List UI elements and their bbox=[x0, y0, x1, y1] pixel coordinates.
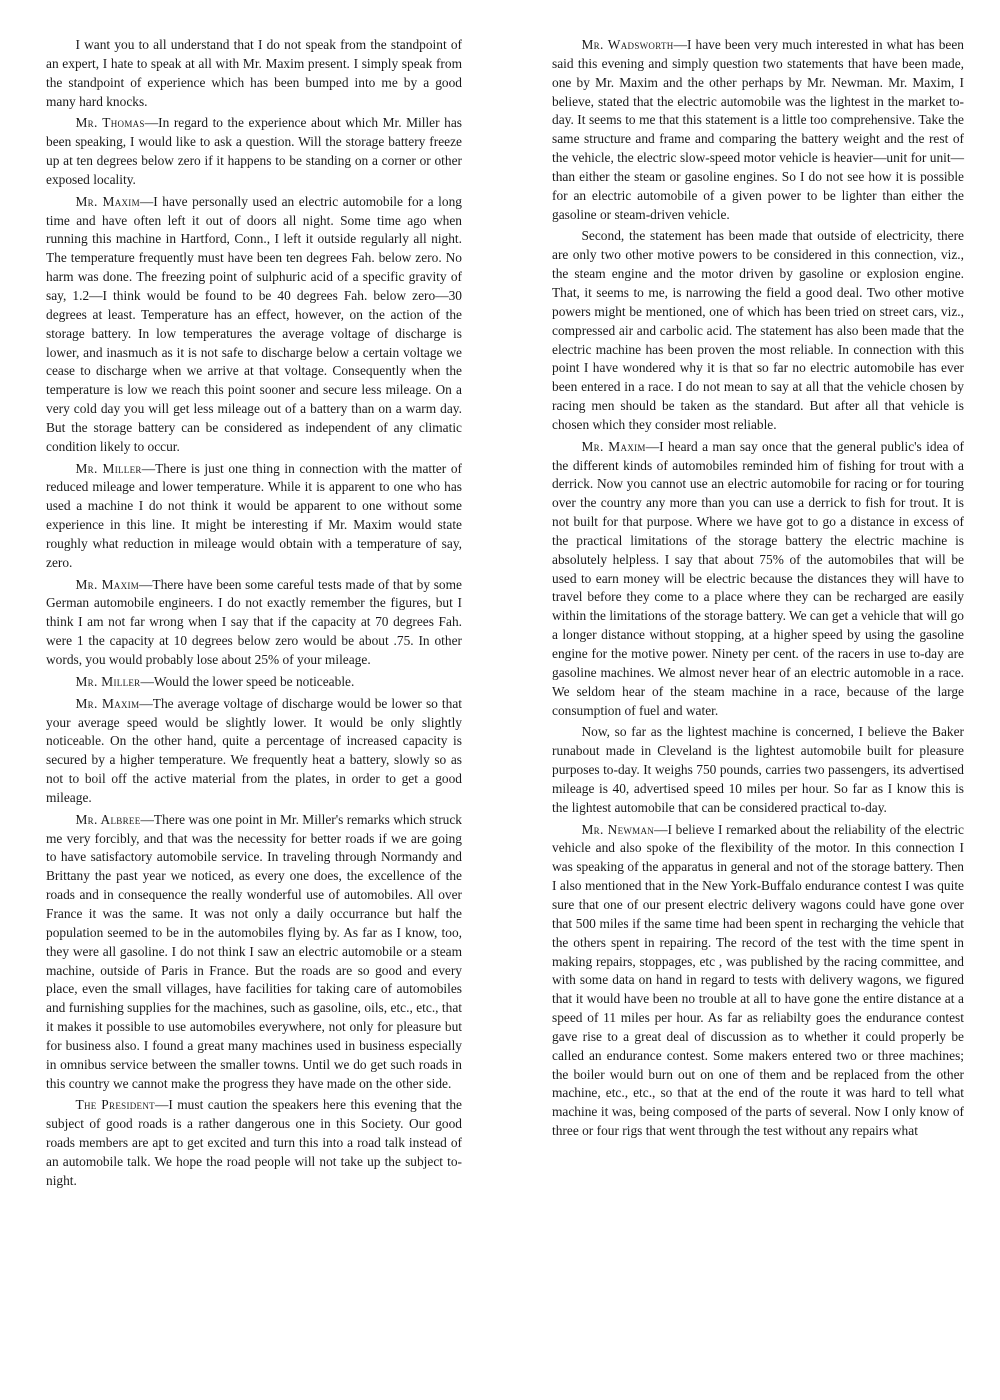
paragraph bbox=[552, 36, 964, 224]
paragraph bbox=[552, 723, 964, 817]
paragraph bbox=[46, 811, 462, 1094]
paragraph bbox=[46, 695, 462, 808]
right-column bbox=[552, 36, 964, 1400]
paragraph-text: Now, so far as the lightest machine is concerned, I believe the Baker runabout made in Cleveland is the lightest automobile built for pleasure purposes to-day. It weighs 750 pounds, carries two passengers, its advertised mileage is 40, advertised speed 10 miles per hour. So far as I know this is the lightest automobile that can be considered practical to-day. bbox=[552, 724, 964, 815]
paragraph bbox=[552, 821, 964, 1141]
paragraph-text: Second, the statement has been made that outside of electricity, there are only two other motive powers to be considered in this connection, viz., the steam engine and the motor driven by gasoline or explosion engine. That, it seems to me, is narrowing the field a good deal. Two other motive powers might be mentioned, one of which has been tried on street cars, viz., compressed air and carbolic acid. The statement has also been made that the electric machine has been proven the most reliable. In connection with this point I have wondered why it is that so far no electric automobile has ever been entered in a race. I do not mean to say at all that the vehicle chosen by racing men should be taken as the standard. But after all that vehicle is chosen which they consider most reliable. bbox=[552, 228, 964, 432]
paragraph-text: —I believe I remarked about the reliability of the electric vehicle and also spoke of the flexibility of the motor. In this connection I was speaking of the apparatus in general and not of the storage battery. Then I also mentioned that in the New York-Buffalo endurance contest I was quite sure that one of our present electric delivery wagons could have gone over that 500 miles if the same time had been spent in recharging the vehicle that the others spent in repairing. The record of the test with the time spent in making repairs, stoppages, etc , was published by the racing committee, and with some data on hand in regard to tests with delivery wagons, we figured that it would have been no trouble at all to have gone the entire distance at a speed of 11 miles per hour. As far as reliabilty goes the endurance contest gave rise to a great deal of discussion as to whether it could properly be called an endurance contest. Some makers entered two or three machines; the boiler would burn out on one of them and be replaced from the other machine, etc., etc., so that at the end of the route it was hard to tell what machine it was, being composed of the parts of several. Now I only know of three or four rigs that went through the test without any repairs what bbox=[552, 821, 964, 1139]
paragraph bbox=[46, 1096, 462, 1190]
paragraph-text: —In regard to the experience about which Mr. Miller has been speaking, I would like to ask a question. Will the storage battery freeze up at ten degrees below zero if it happens to be standing on a corner or other exposed locality. bbox=[46, 115, 462, 187]
paragraph bbox=[552, 438, 964, 721]
paragraph-text: —The average voltage of discharge would be lower so that your average speed would be slightly lower. It would be only slightly noticeable. On the other hand, quite a percentage of increased capacity is secured by a higher temperature. We frequently heat a battery, slowly so as not to boil off the active material from the plates, in order to get a good mileage. bbox=[46, 695, 463, 805]
paragraph-text: —I must caution the speakers here this evening that the subject of good roads is a rather dangerous one in this Society. Our good roads members are apt to get excited and turn this into a road talk instead of an automobile talk. We hope the road people will not take up the subject to-night. bbox=[46, 1097, 462, 1188]
paragraph bbox=[46, 36, 462, 111]
paragraph bbox=[552, 227, 964, 434]
speaker-name: Mr. Newman bbox=[581, 821, 655, 837]
paragraph-text: —There was one point in Mr. Miller's remarks which struck me very forcibly, and that was the necessity for better roads if we are going to have satisfactory automobile service. In traveling through Normandy and Brittany the past year we noticed, as every one does, the excellence of the roads and in consequence the really wonderful use of automobiles. All over France it was the same. It was not only a daily occurrance but half the population seemed to be in the automobiles flying by. As far as I know, too, they were all gasoline. I do not think I saw an electric automobile or a steam machine, outside of Paris in France. But the roads are so good and every place, even the small villages, have facilities for taking care of automobiles and furnishing supplies for the machines, such as gasoline, oils, etc., etc., that it makes it possible to use automobiles everywhere, not only for pleasure but for business also. I found a great many machines used in business especially in omnibus service between the smaller towns. Until we do get such roads in this country we cannot make the progress they have made on the other side. bbox=[46, 811, 463, 1091]
paragraph-text: I want you to all understand that I do not speak from the standpoint of an expert, I hate to speak at all with Mr. Maxim present. I simply speak from the standpoint of experience which has been bumped into me by a good many hard knocks. bbox=[46, 37, 462, 109]
paragraph-text: —Would the lower speed be noticeable. bbox=[140, 673, 355, 689]
speaker-name: Mr. Thomas bbox=[75, 115, 145, 131]
paragraph-text: —I have been very much interested in what has been said this evening and simply question two statements that have been made, one by Mr. Maxim and the other perhaps by Mr. Newman. Mr. Maxim, I believe, stated that the electric automobile was the lightest in the market to-day. It seems to me that this statement is a little too comprehensive. Take the same structure and frame and comparing the battery weight and the rest of the vehicle, the electric slow-speed motor vehicle is heavier—unit for unit—than either the steam or gasoline engines. So I do not see how it is possible for an electric automobile of a given power to be lighter than either the gasoline or steam-driven vehicle. bbox=[552, 37, 965, 222]
paragraph-text: —I have personally used an electric automobile for a long time and have often left it out of doors all night. Some time ago when running this machine in Hartford, Conn., I left it outside regularly all night. The temperature frequently must have been ten degrees Fah. below zero. No harm was done. The freezing point of sulphuric acid of a specific gravity of say, 1.2—I think would be found to be 40 degrees Fah. below zero—30 degrees at least. Temperature has an effect, however, on the action of the storage battery. In low temperatures the average voltage of discharge is lower, and inasmuch as it is not safe to discharge below a certain voltage we cease to discharge when we arrive at that voltage. Consequently when the temperature is low we reach this point sooner and secure less mileage. On a very cold day you will get less mileage out of a battery than on a warm day. But the storage battery can be considered as independent of any climatic condition likely to occur. bbox=[46, 193, 462, 454]
speaker-name: Mr. Miller bbox=[75, 673, 141, 689]
paragraph-text: —There is just one thing in connection with the matter of reduced mileage and lower temperature. While it is apparent to one who has used a machine I do not think it would be apparent to one without some experience in this line. It might be interesting if Mr. Maxim would state roughly what reduction in mileage would obtain with a temperature of say, zero. bbox=[46, 460, 462, 570]
speaker-name: Mr. Miller bbox=[75, 460, 142, 476]
paragraph bbox=[46, 576, 462, 670]
paragraph bbox=[46, 460, 462, 573]
speaker-name: Mr. Wadsworth bbox=[581, 37, 674, 52]
speaker-name: Mr. Maxim bbox=[581, 438, 646, 454]
paragraph bbox=[46, 193, 462, 457]
left-column bbox=[46, 36, 462, 1400]
paragraph bbox=[46, 114, 462, 189]
speaker-name: Mr. Maxim bbox=[75, 193, 140, 209]
speaker-name: Mr. Maxim bbox=[75, 695, 140, 711]
speaker-name: Mr. Albree bbox=[75, 811, 141, 827]
paragraph-text: —There have been some careful tests made of that by some German automobile engineers. I do not exactly remember the figures, but I think I am not far wrong when I say that if the capacity at 70 degrees Fah. were 1 the capacity at 10 degrees below zero would be about .75. In other words, you would probably lose about 25% of your mileage. bbox=[46, 576, 462, 667]
speaker-name: Mr. Maxim bbox=[75, 576, 139, 592]
speaker-name: The President bbox=[75, 1097, 155, 1113]
paragraph-text: —I heard a man say once that the general public's idea of the different kinds of automobiles reminded him of fishing for trout with a derrick. Now you cannot use an electric automobile for racing or for touring over the country any more than you can use a derrick to fish for trout. It is not built for that purpose. Where we have got to go a distance in excess of the practical limitations of the storage battery the electric machine is absolutely helpless. I say that about 75% of the automobiles that will be used to earn money will be electric because the distances they will have to travel before they come to a place where they can be recharged are easily within the limitations of the storage battery. We can get a vehicle that will go a longer distance without stopping, at a higher speed by using the gasoline engine for the motive power. Ninety per cent. of the racers in use to-day are gasoline machines. We almost never hear of an electric automoble in a race. We seldom hear of the steam machine in a race, because of the large consumption of fuel and water. bbox=[552, 438, 964, 718]
paragraph bbox=[46, 673, 462, 692]
